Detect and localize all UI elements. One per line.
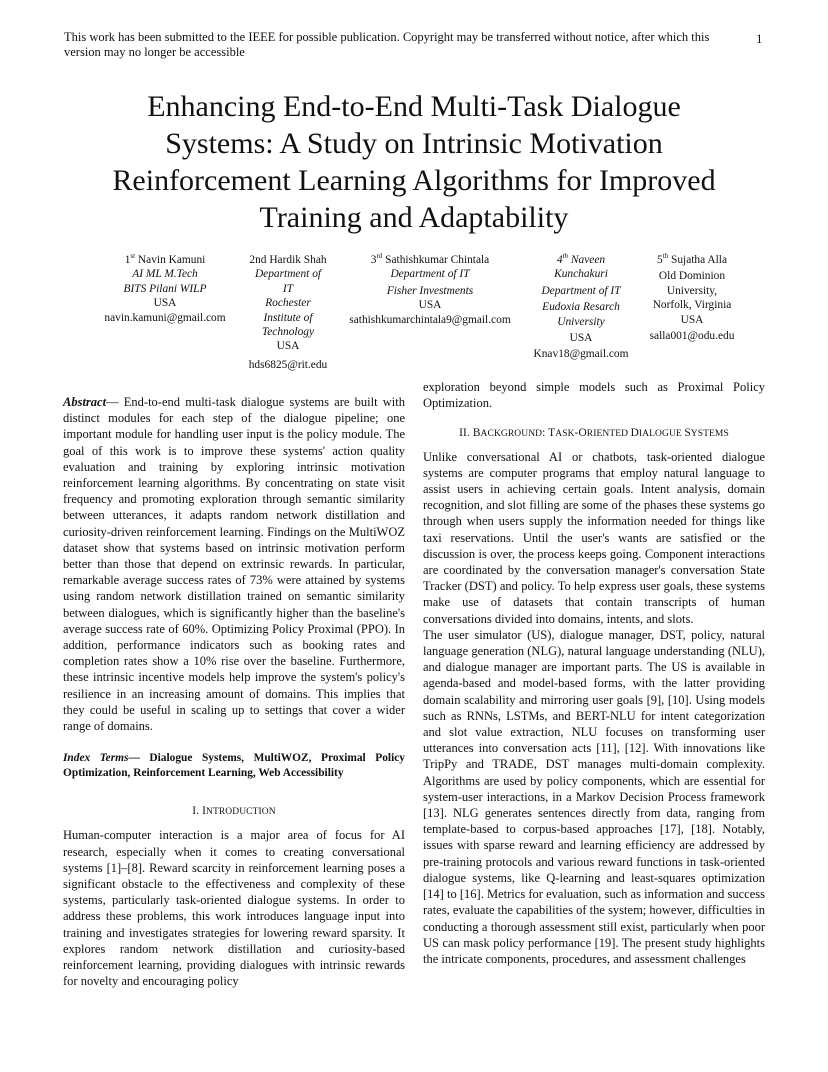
author-4-affiliation: Department of IT [541, 284, 621, 297]
author-1-affiliation: AI ML M.Tech [132, 268, 198, 281]
intro-paragraph-continuation: exploration beyond simple models such as Proximal Policy Optimization. [423, 380, 765, 411]
author-2 [238, 253, 338, 372]
author-1-email: navin.kamuni@gmail.com [104, 311, 226, 324]
index-terms [63, 751, 405, 781]
author-5-country: USA [680, 313, 704, 326]
author-4-affiliation: University [557, 315, 605, 328]
author-4-country: USA [569, 332, 593, 345]
author-3-email: sathishkumarchintala9@gmail.com [349, 313, 511, 326]
submission-notice: This work has been submitted to the IEEE for possible publication. Copyright may be transferred without notice, after which this version may no longer be accessible [64, 30, 710, 59]
abstract-label: Abstract [63, 395, 107, 409]
background-paragraph-1: Unlike conversational AI or chatbots, task-oriented dialogue systems are computer programs that employ natural language to assist users in achieving certain goals. Intent analysis, domain recognition, and slot filling are some of the phases these systems go through when users supply the information needed for things like taxi reservations. Until the user's wants are satisfied or the discussion is over, the process keeps going. Component interactions are coordinated by the conversation manager's conversation State Tracker (DST) and policy. To help express user goals, these systems make use of datasets that contain transcripts of human conversations divided into domains, intents, and slots. [423, 449, 765, 626]
author-3-affiliation: Department of IT [390, 268, 470, 281]
author-2-affiliation: Department of [254, 268, 322, 281]
paper-title: Enhancing End-to-End Multi-Task Dialogue Systems: A Study on Intrinsic Motivation Reinforcement Learning Algorithms for Improved Training and Adaptability [112, 90, 716, 234]
abstract [63, 394, 405, 734]
author-4-name-line2: Kunchakuri [554, 268, 608, 281]
section-heading-introduction: I. INTRODUCTION [192, 805, 276, 818]
author-2-affiliation: IT [282, 282, 294, 295]
author-3 [340, 253, 520, 327]
author-1-country: USA [153, 297, 177, 310]
author-2-affiliation: Rochester [265, 297, 311, 310]
author-2-country: USA [276, 340, 300, 353]
author-5-affiliation: Norfolk, Virginia [652, 299, 732, 312]
author-5-affiliation: University, [666, 284, 718, 297]
index-terms-label: Index Terms [63, 752, 129, 765]
left-column [63, 394, 405, 990]
author-2-name: 2nd Hardik Shah [249, 254, 327, 266]
author-2-affiliation: Institute of [263, 311, 313, 324]
index-terms-text: — Dialogue Systems, MultiWOZ, Proximal Policy Optimization, Reinforcement Learning, Web Accessibility [63, 752, 405, 780]
author-4-name: 4th Naveen [556, 252, 606, 266]
author-2-email: hds6825@rit.edu [248, 358, 328, 371]
author-3-affiliation: Fisher Investments [386, 284, 474, 297]
author-1-name: 1st Navin Kamuni [124, 252, 206, 266]
author-5-affiliation: Old Dominion [658, 270, 726, 283]
author-4-affiliation: Eudoxia Resarch [542, 301, 620, 314]
author-3-country: USA [418, 299, 442, 312]
section-heading-background: II. BACKGROUND: TASK-ORIENTED DIALOGUE SYSTEMS [459, 427, 729, 440]
author-5-name: 5th Sujatha Alla [656, 252, 727, 266]
author-4 [524, 253, 638, 362]
author-1 [96, 253, 234, 325]
author-1-affiliation: BITS Pilani WILP [123, 282, 207, 295]
right-column [423, 379, 765, 967]
intro-paragraph: Human-computer interaction is a major area of focus for AI research, especially when it comes to creating conversational systems [1]–[8]. Reward scarcity in reinforcement learning poses a significant obstacle to the effectiveness and complexity of these systems, particularly task-oriented dialogue systems. In order to address these problems, this work introduces language input into training and investigates strategies for lowering reward sparsity. It explores random network distillation and curiosity-based reinforcement learning, providing dialogues with intrinsic rewards for novelty and encouraging policy [63, 828, 405, 989]
author-4-email: Knav18@gmail.com [533, 348, 629, 361]
author-3-name: 3rd Sathishkumar Chintala [370, 252, 490, 266]
author-5 [640, 253, 744, 343]
abstract-text: — End-to-end multi-task dialogue systems are built with distinct modules for each step of the dialogue pipeline; one important module for handling user input is the policy module. The goal of this work is to improve these systems' action quality evaluation and training by exploring intrinsic motivation reinforcement learning algorithms. By concentrating on state visit frequency and promoting exploration through semantic similarity between utterances, it adapts random network distillation and curiosity-driven reinforcement learning. Findings on the MultiWOZ dataset show that systems based on intrinsic motivation perform better than those that depend on extrinsic rewards. In particular, remarkable average success rates of 73% were attained by systems using random network distillation trained on semantic similarity between dialogues, which is significantly higher than the baseline's average success rate of 60%. Optimizing Policy Proximal (PPO). In addition, performance indicators such as booking rates and completion rates show a 10% rise over the baseline. Furthermore, these intrinsic incentive models help improve the system's policy's resilience in an increasing amount of domains. This implies that they could be useful in scaling up to settings that cover a wider range of domains. [63, 395, 405, 734]
page-number: 1 [756, 31, 763, 46]
author-5-email: salla001@odu.edu [649, 330, 735, 343]
author-2-affiliation: Technology [261, 326, 315, 339]
background-paragraph-2: The user simulator (US), dialogue manager, DST, policy, natural language generation (NLG), natural language understanding (NLU), and dialogue manager are important parts. The US is available in agenda-based and model-based forms, with the latter providing domain scalability and mirroring user goals [9], [10]. Using models such as RNNs, LSTMs, and BERT-NLU for intent categorization and slot value extraction, NLU focuses on transforming user utterances into conversation acts [11], [12]. With innovations like TripPy and TRADE, DST manages multi-domain complexity. Algorithms are used by policy components, which are essential for system-user interactions, in a Markov Decision Process framework [13]. NLG generates sentences directly from data, ranging from template-based to corpus-based approaches [17], [18]. Notably, issues with sparse reward and learning efficiency are addressed by pre-training protocols and various reward functions in task-oriented dialogue systems, like Q-learning and least-squares optimization [14] to [16]. Metrics for evaluation, such as information and success rates, evaluate the capabilities of the system; however, difficulties in conducting a thorough assessment still exist, particularly when poor US can mask policy performance [19]. The present study highlights the intricate components, procedures, and assessment challenges [423, 627, 765, 966]
